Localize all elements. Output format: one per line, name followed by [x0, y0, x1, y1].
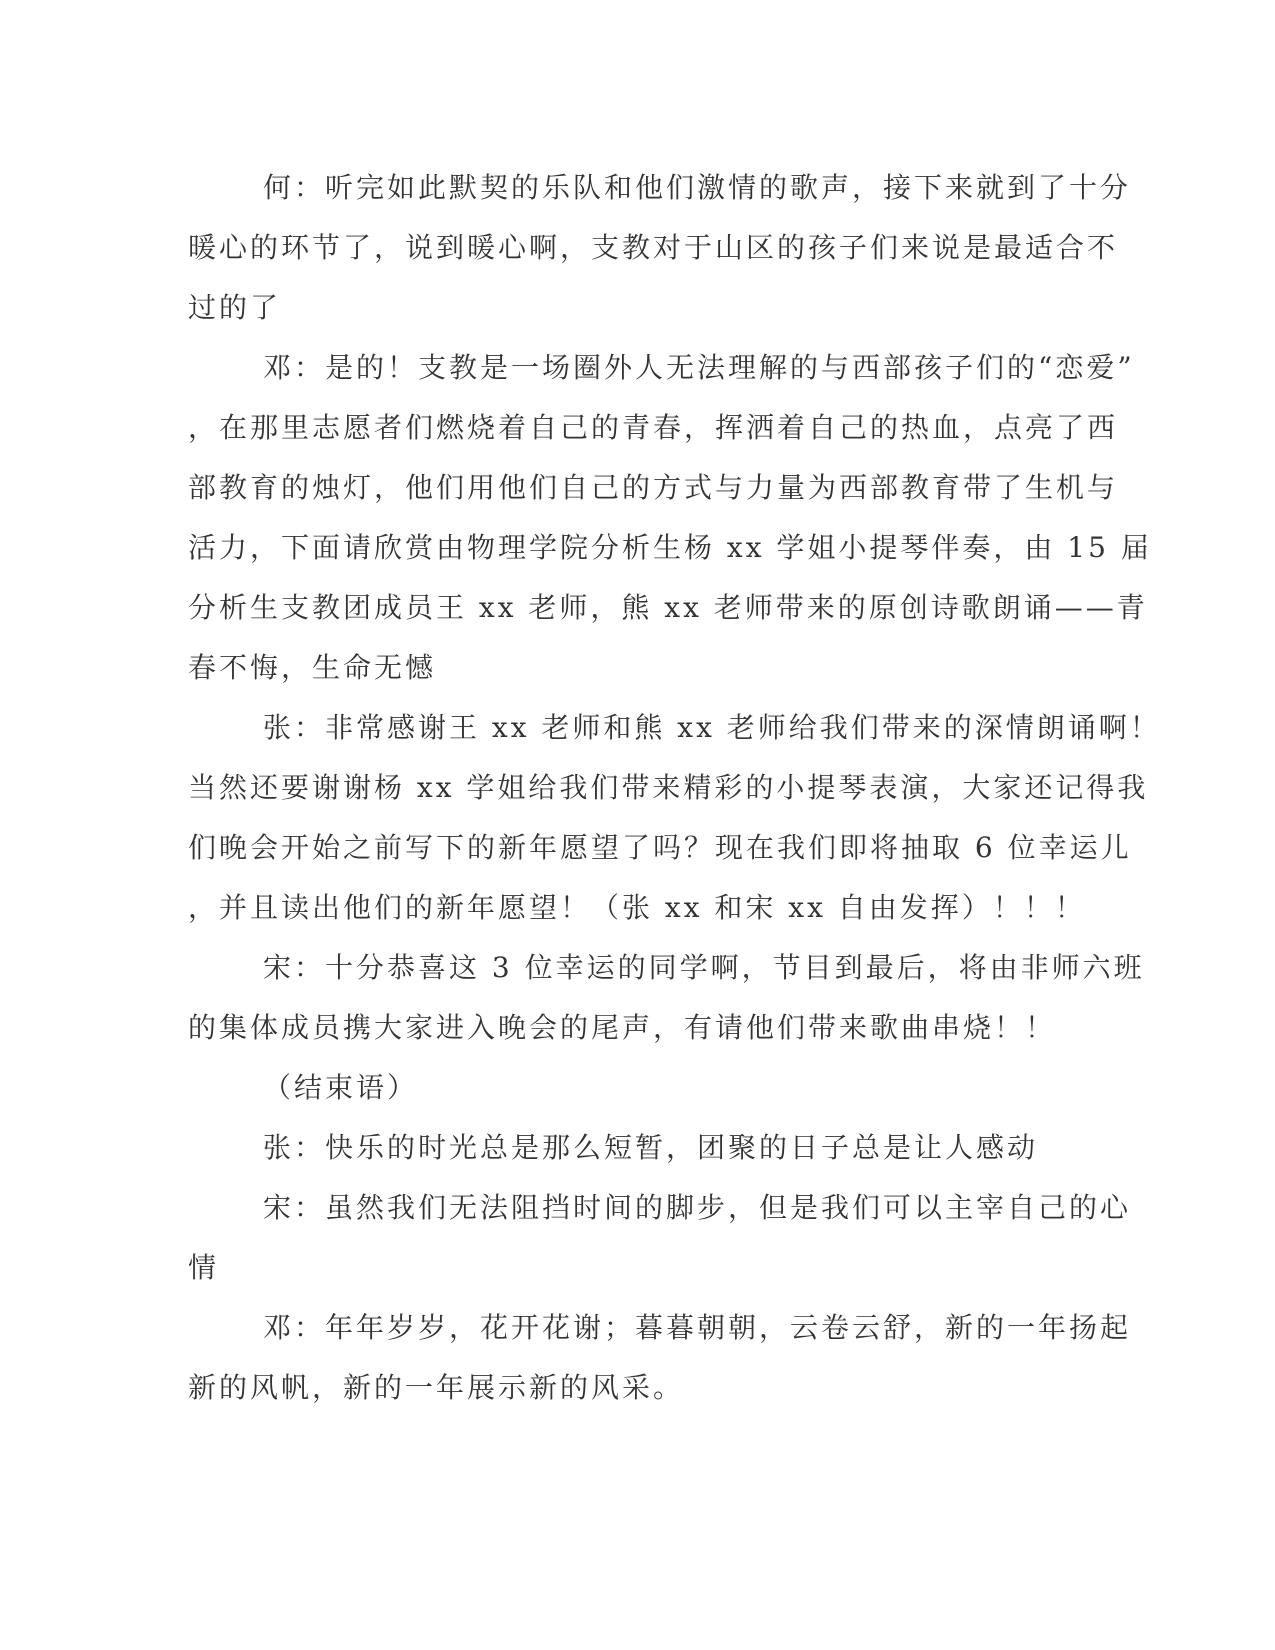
text-line: 过的了	[188, 291, 282, 324]
text-line: 们晚会开始之前写下的新年愿望了吗？现在我们即将抽取 6 位幸运儿	[188, 831, 1132, 864]
text-line: ，并且读出他们的新年愿望！（张 xx 和宋 xx 自由发挥）！！！	[188, 891, 1086, 924]
text-line: 邓：年年岁岁，花开花谢；暮暮朝朝，云卷云舒，新的一年扬起	[263, 1311, 1132, 1344]
paragraph	[188, 938, 1145, 1058]
text-line: 张：非常感谢王 xx 老师和熊 xx 老师给我们带来的深情朗诵啊！	[263, 711, 1161, 744]
paragraph	[188, 1178, 1132, 1298]
paragraph	[188, 338, 1152, 698]
text-line: 活力，下面请欣赏由物理学院分析生杨 xx 学姐小提琴伴奏，由 15 届	[188, 531, 1152, 564]
text-line: 张：快乐的时光总是那么短暂，团聚的日子总是让人感动	[263, 1131, 1039, 1164]
text-line: 新的风帆，新的一年展示新的风采。	[188, 1371, 685, 1404]
paragraph	[188, 1118, 1073, 1178]
text-line: 何：听完如此默契的乐队和他们激情的歌声，接下来就到了十分	[263, 171, 1132, 204]
text-line: 分析生支教团成员王 xx 老师，熊 xx 老师带来的原创诗歌朗诵——青	[188, 591, 1148, 624]
text-line: ，在那里志愿者们燃烧着自己的青春，挥洒着自己的热血，点亮了西	[188, 411, 1119, 444]
text-line: 春不悔，生命无憾	[188, 651, 437, 684]
text-line: （结束语）	[263, 1071, 419, 1104]
document-body	[188, 158, 1161, 1418]
text-line: 部教育的烛灯，他们用他们自己的方式与力量为西部教育带了生机与	[188, 471, 1119, 504]
text-line: 邓：是的！支教是一场圈外人无法理解的与西部孩子们的“恋爱”	[263, 351, 1135, 384]
text-line: 当然还要谢谢杨 xx 学姐给我们带来精彩的小提琴表演，大家还记得我	[188, 771, 1149, 804]
paragraph	[188, 698, 1161, 938]
paragraph	[188, 158, 1132, 338]
text-line: 宋：十分恭喜这 3 位幸运的同学啊，节目到最后，将由非师六班	[263, 951, 1145, 984]
paragraph	[188, 1298, 1132, 1418]
text-line: 宋：虽然我们无法阻挡时间的脚步，但是我们可以主宰自己的心	[263, 1191, 1132, 1224]
text-line: 情	[188, 1251, 220, 1284]
text-line: 的集体成员携大家进入晚会的尾声，有请他们带来歌曲串烧！！	[188, 1011, 1057, 1044]
paragraph	[188, 1058, 1073, 1118]
text-line: 暖心的环节了，说到暖心啊，支教对于山区的孩子们来说是最适合不	[188, 231, 1119, 264]
